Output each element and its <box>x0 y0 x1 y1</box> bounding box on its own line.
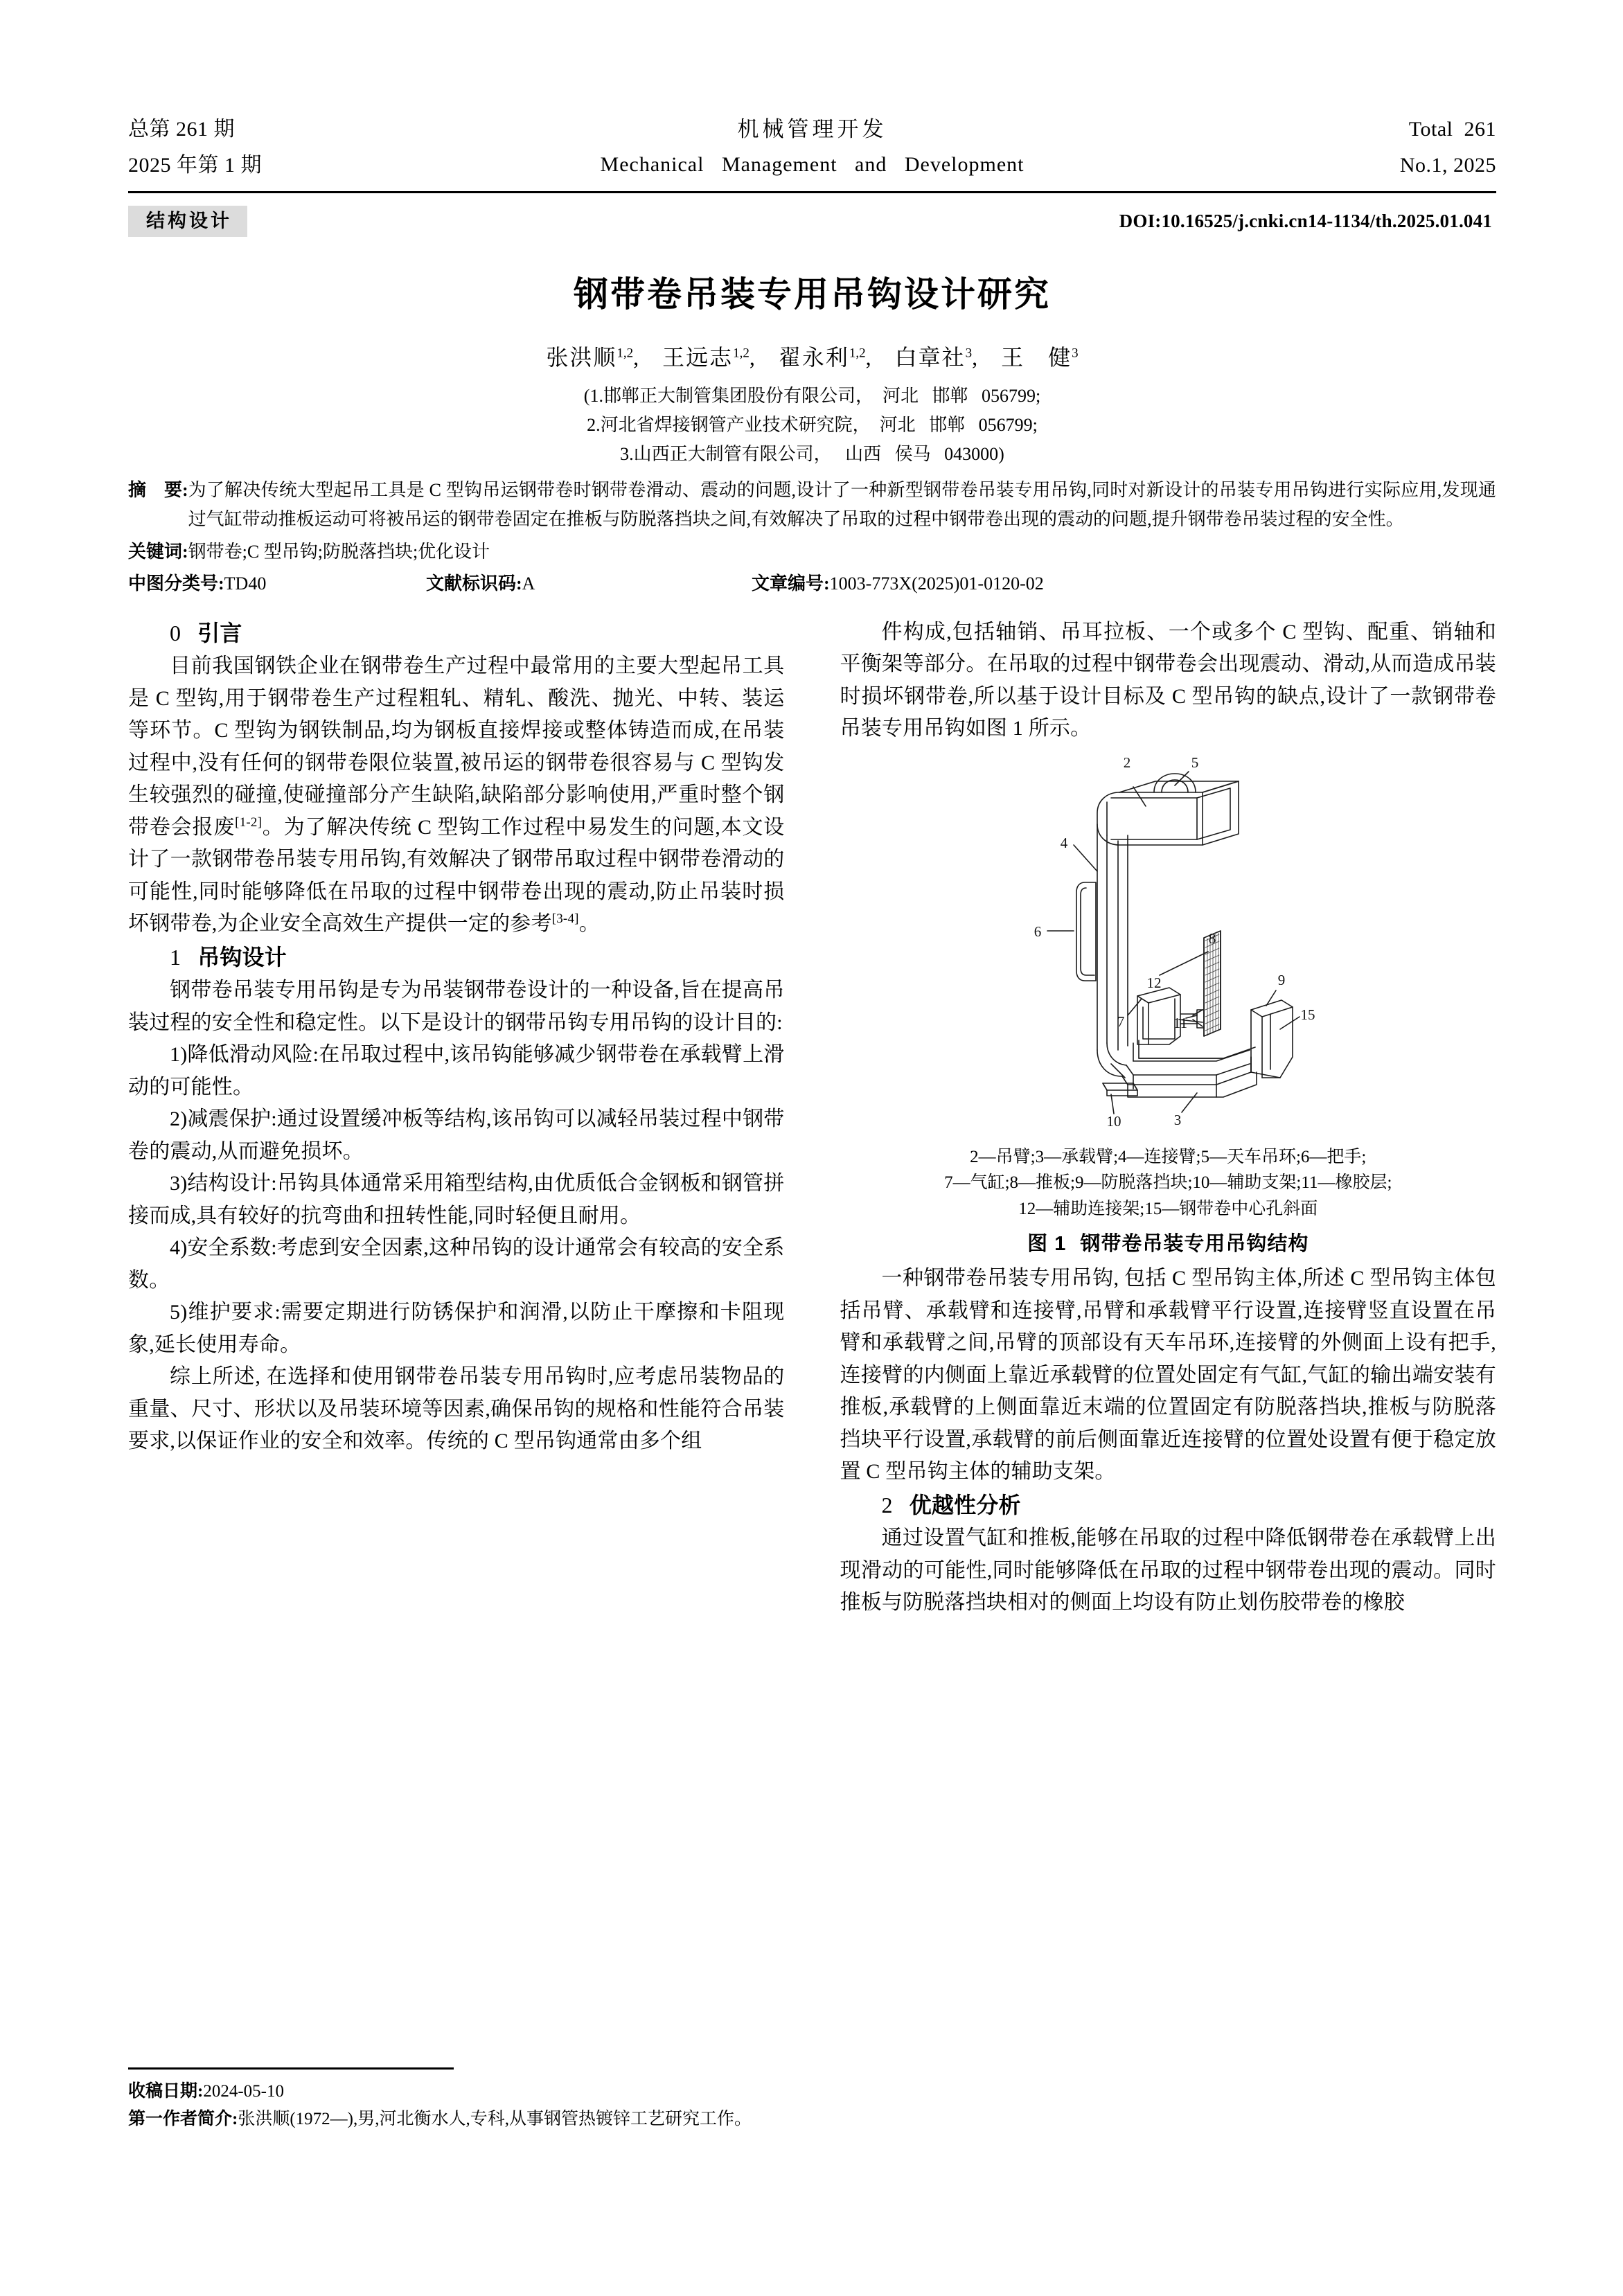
issue-year-cn: 2025 年第 1 期 <box>128 153 262 177</box>
author-affil-marker: 1,2 <box>617 346 634 361</box>
figure-callout-5: 5 <box>1191 754 1199 771</box>
author-name: 翟永利 <box>778 345 849 370</box>
doccode-field <box>426 569 752 598</box>
keywords-value: 钢带卷;C 型吊钩;防脱落挡块;优化设计 <box>188 541 490 562</box>
received-date-line <box>128 2078 786 2106</box>
abstract-text: 为了解决传统大型起吊工具是 C 型钩吊运钢带卷时钢带卷滑动、震动的问题,设计了一种新型钢带卷吊装专用吊钩,同时对新设计的吊装专用吊钩进行实际应用,发现通过气缸带动推板运动可将被吊运的钢带卷固定在推板与防脱落挡块之间,有效解决了吊取的过程中钢带卷出现的震动的问题,提升钢带卷吊装过程的安全性。 <box>188 480 1496 530</box>
author-name: 王远志 <box>662 345 734 370</box>
author-affil-marker: 1,2 <box>849 346 866 361</box>
author-entry: 翟永利$^{1,2}$, <box>778 345 873 370</box>
figure-callout-7: 7 <box>1117 1013 1125 1030</box>
figure-legend-line: 2—吊臂;3—承载臂;4—连接臂;5—天车吊环;6—把手; <box>970 1147 1367 1166</box>
artnum-field <box>752 569 1496 598</box>
received-date-value: 2024-05-10 <box>203 2082 284 2101</box>
figure-callout-9: 9 <box>1278 971 1286 988</box>
author-name: 王 健 <box>1001 345 1072 370</box>
section-number: 1 <box>170 944 181 970</box>
list-item-5: 5)维护要求:需要定期进行防锈保护和润滑,以防止干摩擦和卡阻现象,延长使用寿命。 <box>128 1301 785 1356</box>
issue-number-en: No.1, 2025 <box>1399 153 1496 177</box>
clc-label: 中图分类号: <box>128 573 224 594</box>
figure-caption-text: 钢带卷吊装专用吊钩结构 <box>1080 1233 1309 1256</box>
figure-callout-8: 8 <box>1209 929 1216 947</box>
author-list <box>128 340 1496 372</box>
figure-caption-label: 图 1 <box>1027 1233 1067 1256</box>
author-affil-marker: 3 <box>1072 346 1079 361</box>
artnum-value: 1003-773X(2025)01-0120-02 <box>829 573 1044 594</box>
hook-structure-drawing <box>925 752 1410 1140</box>
figure-callout-2: 2 <box>1124 754 1131 771</box>
keywords-row <box>128 537 1496 567</box>
category-doi-row <box>128 203 1496 239</box>
author-bio-value: 张洪顺(1972—),男,河北衡水人,专科,从事钢管热镀锌工艺研究工作。 <box>238 2110 752 2128</box>
author-entry <box>1001 345 1079 370</box>
doccode-label: 文献标识码: <box>426 573 522 594</box>
paragraph-intro <box>128 650 785 941</box>
citation-ref[interactable]: [3-4] <box>551 911 579 927</box>
author-bio-label: 第一作者简介: <box>128 2110 238 2128</box>
paragraph-advantages: 通过设置气缸和推板,能够在吊取的过程中降低钢带卷在承载臂上出现滑动的可能性,同时能够降低在吊取的过程中钢带卷出现的震动。同时推板与防脱落挡块相对的侧面上均设有防止划伤胶带卷的橡胶 <box>840 1527 1496 1614</box>
affiliation-item: (1.邯郸正大制管集团股份有限公司， 河北 邯郸 056799; <box>583 386 1041 406</box>
body-columns <box>128 616 1496 1619</box>
paragraph-text: 目前我国钢铁企业在钢带卷生产过程中最常用的主要大型起吊工具是 C 型钩,用于钢带卷生产过程粗轧、精轧、酸洗、抛光、中转、装运等环节。C 型钩为钢铁制品,均为钢板直接焊接或整体铸造而成,在吊装过程中,没有任何的钢带卷限位装置,被吊运的钢带卷很容易与 C 型钩发生较强烈的碰撞,使碰撞部分产生缺陷,缺陷部分影响使用,严重时整个钢带卷会报废 <box>128 655 785 839</box>
column-left <box>128 616 785 1619</box>
section-number: 0 <box>170 620 181 646</box>
received-date-label: 收稿日期: <box>128 2082 204 2101</box>
footnote-divider <box>128 2067 454 2070</box>
issue-total-en: Total 261 <box>1408 118 1496 141</box>
keywords-label: 关键词: <box>128 541 188 562</box>
author-entry: 张洪顺$^{1,2}$, <box>546 345 641 370</box>
section-heading-0 <box>128 616 785 651</box>
author-affil-marker: 1,2 <box>733 346 750 361</box>
journal-title-en: Mechanical Management and Development <box>600 152 1025 176</box>
figure-caption <box>840 1229 1497 1260</box>
figure-legend-line: 7—气缸;8—推板;9—防脱落挡块;10—辅助支架;11—橡胶层; <box>944 1173 1392 1193</box>
list-item-4: 4)安全系数:考虑到安全因素,这种吊钩的设计通常会有较高的安全系数。 <box>128 1236 785 1292</box>
issue-total-cn: 总第 261 期 <box>128 118 235 141</box>
column-right <box>840 616 1497 1619</box>
journal-title-cn: 机械管理开发 <box>737 117 887 141</box>
paragraph-text: 。为了解决传统 C 型钩工作过程中易发生的问题,本文设计了一款钢带卷吊装专用吊钩,有效解决了钢带吊取过程中钢带卷滑动的可能性,同时能够降低在吊取的过程中钢带卷出现的震动,防止吊装时损坏钢带卷,为企业安全高效生产提供一定的参考 <box>128 815 785 936</box>
section-heading-2 <box>840 1488 1497 1523</box>
figure-callout-4: 4 <box>1061 834 1068 851</box>
section-heading-1 <box>128 941 785 975</box>
doi-text[interactable]: DOI:10.16525/j.cnki.cn14-1134/th.2025.01.041 <box>1119 210 1492 231</box>
affiliation-item: 2.河北省焊接钢管产业技术研究院， 河北 邯郸 056799; <box>587 415 1038 436</box>
abstract-block <box>128 476 1496 534</box>
figure-callout-15: 15 <box>1300 1006 1315 1023</box>
citation-ref[interactable]: [1-2] <box>235 815 263 830</box>
author-bio-line <box>128 2106 786 2133</box>
paragraph-text: 。 <box>578 912 600 936</box>
header-divider <box>128 191 1496 193</box>
section-number: 2 <box>881 1492 893 1518</box>
author-name: 白章社 <box>894 345 966 370</box>
figure-legend <box>840 1144 1497 1222</box>
author-affil-marker: 3 <box>965 346 973 361</box>
paragraph-design-intro: 钢带卷吊装专用吊钩是专为吊装钢带卷设计的一种设备,旨在提高吊装过程的安全性和稳定性。以下是设计的钢带吊钩专用吊钩的设计目的: <box>128 979 785 1034</box>
section-title: 优越性分析 <box>909 1492 1021 1518</box>
affiliation-item: 3.山西正大制管有限公司， 山西 侯马 043000) <box>620 444 1004 465</box>
abstract-label: 摘 要: <box>128 480 188 501</box>
list-item-1: 1)降低滑动风险:在吊取过程中,该吊钩能够减少钢带卷在承载臂上滑动的可能性。 <box>128 1043 785 1098</box>
category-badge: 结构设计 <box>128 206 247 237</box>
clc-value: TD40 <box>224 573 267 594</box>
figure-callout-10: 10 <box>1106 1112 1121 1130</box>
artnum-label: 文章编号: <box>752 573 830 594</box>
list-item-3: 3)结构设计:吊钩具体通常采用箱型结构,由优质低合金钢板和钢管拼接而成,具有较好的抗弯曲和扭转性能,同时轻便且耐用。 <box>128 1172 785 1227</box>
paragraph-hook-description: 一种钢带卷吊装专用吊钩, 包括 C 型吊钩主体,所述 C 型吊钩主体包括吊臂、承载臂和连接臂,吊臂和承载臂平行设置,连接臂竖直设置在吊臂和承载臂之间,吊臂的顶部设有天车吊环,连接臂的外侧面上设有把手,连接臂的内侧面上靠近承载臂的位置处固定有气缸,气缸的输出端安装有推板,承载臂的上侧面靠近末端的位置固定有防脱落挡块,推板与防脱落挡块平行设置,承载臂的前后侧面靠近连接臂的位置处设置有便于稳定放置 C 型吊钩主体的辅助支架。 <box>840 1267 1496 1484</box>
page-content <box>128 114 1496 1619</box>
running-head-center <box>357 114 1268 179</box>
clc-field <box>128 569 426 598</box>
figure-callout-3: 3 <box>1174 1111 1182 1128</box>
figure-callout-11: 11 <box>1173 1014 1188 1031</box>
author-entry: 王远志$^{1,2}$, <box>662 345 756 370</box>
section-title: 吊钩设计 <box>197 944 287 970</box>
running-head-right <box>1268 114 1496 180</box>
figure-callout-12: 12 <box>1146 974 1162 991</box>
footnote-block <box>128 2067 786 2133</box>
classification-row <box>128 569 1496 598</box>
running-head <box>128 114 1496 180</box>
author-name: 张洪顺 <box>546 345 617 370</box>
page-title: 钢带卷吊装专用吊钩设计研究 <box>574 275 1051 314</box>
figure-legend-line: 12—辅助连接架;15—钢带卷中心孔斜面 <box>1018 1199 1318 1218</box>
paragraph-components: 件构成,包括轴销、吊耳拉板、一个或多个 C 型钩、配重、销轴和平衡架等部分。在吊取的过程中钢带卷会出现震动、滑动,从而造成吊装时损坏钢带卷,所以基于设计目标及 C 型吊钩的缺点,设计了一款钢带卷吊装专用吊钩如图 1 所示。 <box>840 620 1496 740</box>
list-item-2: 2)减震保护:通过设置缓冲板等结构,该吊钩可以减轻吊装过程中钢带卷的震动,从而避免损坏。 <box>128 1107 785 1163</box>
affiliation-list <box>128 382 1496 469</box>
paragraph-summary: 综上所述, 在选择和使用钢带卷吊装专用吊钩时,应考虑吊装物品的重量、尺寸、形状以及吊装环境等因素,确保吊钩的规格和性能符合吊装要求,以保证作业的安全和效率。传统的 C 型吊钩通常由多个组 <box>128 1365 785 1453</box>
section-title: 引言 <box>197 620 242 646</box>
figure-callout-6: 6 <box>1034 923 1042 940</box>
running-head-left <box>128 114 357 180</box>
doccode-value: A <box>522 573 535 594</box>
figure-1 <box>840 752 1497 1260</box>
author-entry: 白章社$^3$, <box>894 345 979 370</box>
